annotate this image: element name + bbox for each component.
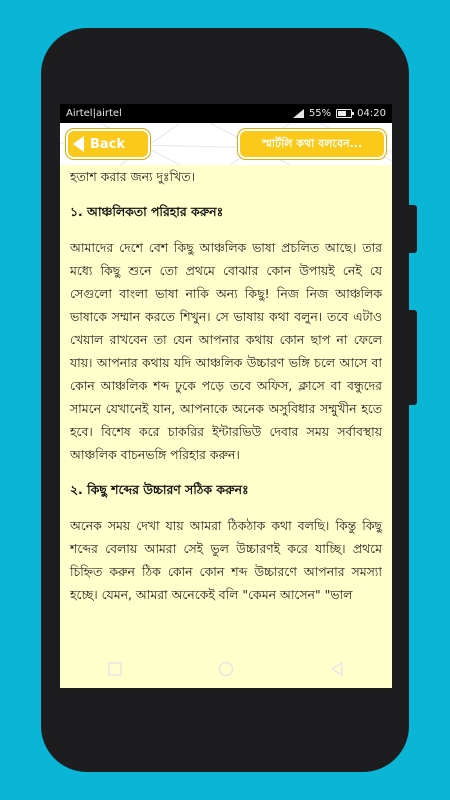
lead-text: হতাশ করার জন্য দুঃখিত। [70, 169, 196, 184]
signal-icon [293, 109, 304, 118]
recents-square-icon[interactable] [108, 662, 122, 676]
back-triangle-icon[interactable] [330, 662, 344, 676]
navigation-bar [60, 650, 392, 688]
phone-side-button [409, 310, 417, 405]
battery-percent: 55% [308, 108, 332, 119]
clock: 04:20 [357, 108, 386, 119]
back-button[interactable] [66, 129, 150, 159]
section-body: অনেক সময় দেখা যায় আমরা ঠিকঠাক কথা বলছি। কিন্তু কিছু শব্দের বেলায় আমরা সেই ভুল উচ্চারণই করে যাচ্ছি। প্রথমে চিহ্নিত করুন ঠিক কোন কোন শব্দ উচ্চারণে আপনার সমস্যা হচ্ছে। যেমন, আমরা অনেকেই বলি "কেমন আসেন" "ভাল [70, 518, 382, 602]
home-circle-icon[interactable] [218, 661, 234, 677]
smart-talk-label: স্মার্টলি কথা বলবেন... [261, 136, 363, 150]
back-button-label: Back [90, 136, 126, 152]
section-heading: ২. কিছু শব্দের উচ্চারণ সঠিক করুনঃ [70, 482, 249, 497]
section-heading: ১. আঞ্চলিকতা পরিহার করুনঃ [70, 204, 224, 219]
top-toolbar [60, 123, 392, 165]
smart-talk-button[interactable] [238, 129, 386, 159]
phone-side-button [409, 205, 417, 253]
battery-icon [336, 109, 352, 118]
section-body: আমাদের দেশে বেশ কিছু আঞ্চলিক ভাষা প্রচলিত আছে। তার মধ্যে কিছু শুনে তো প্রথমে বোঝার কোন উপায়ই নেই যে সেগুলো বাংলা ভাষা নাকি অন্য কিছু! নিজ নিজ আঞ্চলিক ভাষাকে সম্মান করতে শিখুন। সে ভাষায় কথা বলুন। তবে এটাও খেয়াল রাখবেন তা যেন আপনার কথায় কোন ছাপ না ফেলে যায়। আপনার কথায় যদি আঞ্চলিক উচ্চারণ ভঙ্গি চলে আসে বা কোন আঞ্চলিক শব্দ ঢুকে পড়ে তবে অফিস, ক্লাসে বা বন্ধুদের সামনে যেখানেই যান, আপনাকে অনেক অসুবিধার সম্মুখীন হতে হবে। বিশেষ করে চাকরির ইন্টারভিউ দেবার সময় সর্বাবস্থায় আঞ্চলিক বাচনভঙ্গি পরিহার করুন। [70, 240, 382, 462]
article-content[interactable] [60, 165, 392, 688]
screen [60, 104, 392, 688]
back-arrow-icon [73, 136, 84, 152]
carrier-name: Airtel|airtel [66, 108, 122, 119]
status-icons [293, 108, 386, 119]
status-bar [60, 104, 392, 123]
